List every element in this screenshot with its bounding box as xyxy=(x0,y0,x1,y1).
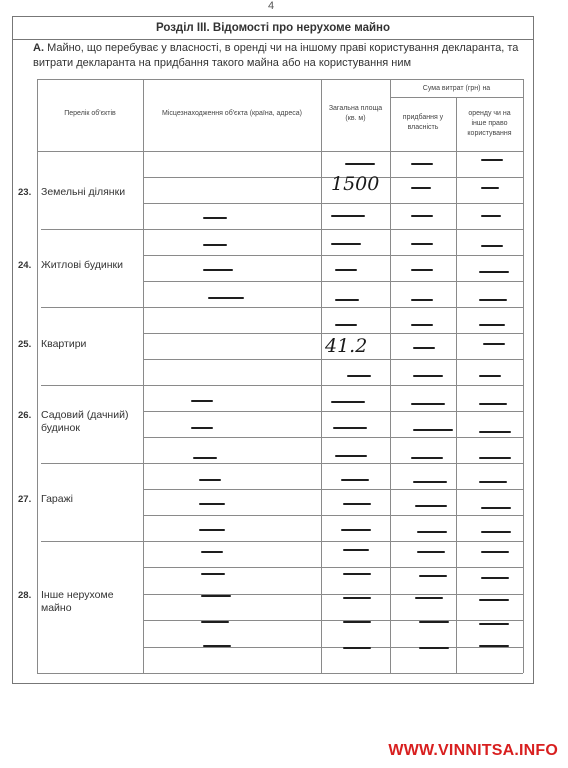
handwritten-dash xyxy=(203,217,227,219)
sub-row-rule xyxy=(143,620,523,621)
sub-row-rule xyxy=(143,203,523,204)
row-number: 24. xyxy=(18,260,32,271)
handwritten-dash xyxy=(201,621,229,623)
handwritten-dash xyxy=(343,573,371,575)
site-watermark: WWW.VINNITSA.INFO xyxy=(388,742,558,759)
intro-text: Майно, що перебуває у власності, в оренді чи на іншому праві користування декларанта, та витрати декларанта на придбання такого майна або на користування ним xyxy=(33,42,519,69)
table-column-rule xyxy=(523,79,524,673)
handwritten-dash xyxy=(193,457,217,459)
handwritten-dash xyxy=(415,597,443,599)
handwritten-dash xyxy=(335,299,359,301)
handwritten-dash xyxy=(411,457,443,459)
handwritten-dash xyxy=(479,299,507,301)
handwritten-dash xyxy=(419,621,449,623)
handwritten-dash xyxy=(413,429,453,431)
handwritten-dash xyxy=(419,575,447,577)
table-column-rule xyxy=(143,79,144,673)
handwritten-dash xyxy=(331,401,365,403)
header-area: Загальна площа (кв. м) xyxy=(328,105,383,122)
row-label: Квартири xyxy=(41,338,87,350)
handwritten-dash xyxy=(481,187,499,189)
handwritten-dash xyxy=(335,269,357,271)
handwritten-dash xyxy=(413,347,435,349)
sub-row-rule xyxy=(143,437,523,438)
handwritten-dash xyxy=(479,324,505,326)
handwritten-dash xyxy=(479,481,507,483)
row-label: Інше нерухоме майно xyxy=(41,589,114,614)
handwritten-dash xyxy=(411,299,433,301)
handwritten-dash xyxy=(415,505,447,507)
declaration-form xyxy=(12,16,534,684)
handwritten-dash xyxy=(343,621,371,623)
handwritten-dash xyxy=(479,271,509,273)
handwritten-dash xyxy=(479,623,509,625)
sub-row-rule xyxy=(143,489,523,490)
page-number: 4 xyxy=(268,0,275,12)
handwritten-dash xyxy=(479,457,511,459)
sub-row-rule xyxy=(143,594,523,595)
sub-row-rule xyxy=(143,255,523,256)
handwritten-dash xyxy=(341,479,369,481)
sub-row-rule xyxy=(143,281,523,282)
handwritten-dash xyxy=(417,531,447,533)
sub-row-rule xyxy=(143,411,523,412)
row-label: Земельні ділянки xyxy=(41,186,126,198)
handwritten-dash xyxy=(335,455,367,457)
row-label: Житлові будинки xyxy=(41,259,123,271)
handwritten-dash xyxy=(203,244,227,246)
header-location: Місцезнаходження об'єкта (країна, адреса) xyxy=(162,110,302,117)
row-label: Гаражі xyxy=(41,493,73,505)
header-bottom-rule xyxy=(37,151,523,152)
row-group-rule xyxy=(41,541,523,542)
handwritten-dash xyxy=(479,403,507,405)
handwritten-dash xyxy=(411,324,433,326)
handwritten-dash xyxy=(417,551,445,553)
row-number: 25. xyxy=(18,339,32,350)
handwritten-dash xyxy=(191,400,213,402)
handwritten-dash xyxy=(341,529,371,531)
handwritten-dash xyxy=(411,403,445,405)
row-number: 26. xyxy=(18,410,32,421)
header-acquisition: придбання у власність xyxy=(402,114,444,131)
handwritten-dash xyxy=(201,595,231,597)
handwritten-dash xyxy=(411,215,433,217)
handwritten-dash xyxy=(333,427,367,429)
section-title: Розділ III. Відомості про нерухоме майно xyxy=(13,17,533,40)
handwritten-dash xyxy=(203,269,233,271)
handwritten-area-apartment: 41.2 xyxy=(325,335,368,357)
table-column-rule xyxy=(37,79,38,673)
handwritten-dash xyxy=(411,243,433,245)
handwritten-area-land: 1500 xyxy=(331,173,380,195)
sub-row-rule xyxy=(143,359,523,360)
handwritten-dash xyxy=(345,163,375,165)
row-group-rule xyxy=(41,229,523,230)
row-number: 28. xyxy=(18,590,32,601)
handwritten-dash xyxy=(331,243,361,245)
row-group-rule xyxy=(41,385,523,386)
handwritten-dash xyxy=(479,645,509,647)
handwritten-dash xyxy=(343,597,371,599)
handwritten-dash xyxy=(201,551,223,553)
handwritten-dash xyxy=(343,549,369,551)
row-group-rule xyxy=(41,307,523,308)
handwritten-dash xyxy=(411,187,431,189)
handwritten-dash xyxy=(481,507,511,509)
handwritten-dash xyxy=(199,529,225,531)
handwritten-dash xyxy=(343,647,371,649)
sub-row-rule xyxy=(143,647,523,648)
handwritten-dash xyxy=(347,375,371,377)
handwritten-dash xyxy=(481,551,509,553)
handwritten-dash xyxy=(481,577,509,579)
handwritten-dash xyxy=(413,375,443,377)
handwritten-dash xyxy=(335,324,357,326)
handwritten-dash xyxy=(481,159,503,161)
handwritten-dash xyxy=(479,599,509,601)
sub-row-rule xyxy=(143,567,523,568)
handwritten-dash xyxy=(199,479,221,481)
handwritten-dash xyxy=(203,645,231,647)
sub-row-rule xyxy=(143,333,523,334)
handwritten-dash xyxy=(199,503,225,505)
row-group-rule xyxy=(41,463,523,464)
handwritten-dash xyxy=(479,431,511,433)
table-bottom-rule xyxy=(37,673,523,674)
handwritten-dash xyxy=(481,245,503,247)
sub-row-rule xyxy=(143,515,523,516)
header-objects: Перелік об'єктів xyxy=(64,110,116,117)
header-rent: оренду чи на інше право користування xyxy=(467,110,512,137)
row-label: Садовий (дачний) будинок xyxy=(41,409,129,434)
table-column-rule xyxy=(390,79,391,673)
handwritten-dash xyxy=(331,215,365,217)
handwritten-dash xyxy=(481,215,501,217)
table-top-rule xyxy=(37,79,523,80)
intro-letter: А. xyxy=(33,42,44,54)
table-column-rule xyxy=(321,79,322,673)
handwritten-dash xyxy=(411,269,433,271)
row-number: 27. xyxy=(18,494,32,505)
row-number: 23. xyxy=(18,187,32,198)
handwritten-dash xyxy=(479,375,501,377)
handwritten-dash xyxy=(419,647,449,649)
header-costs: Сума витрат (грн) на xyxy=(422,85,491,92)
handwritten-dash xyxy=(411,163,433,165)
handwritten-dash xyxy=(343,503,371,505)
handwritten-dash xyxy=(191,427,213,429)
handwritten-dash xyxy=(201,573,225,575)
intro-paragraph xyxy=(33,41,529,71)
handwritten-dash xyxy=(413,481,447,483)
handwritten-dash xyxy=(208,297,244,299)
handwritten-dash xyxy=(483,343,505,345)
handwritten-dash xyxy=(481,531,511,533)
